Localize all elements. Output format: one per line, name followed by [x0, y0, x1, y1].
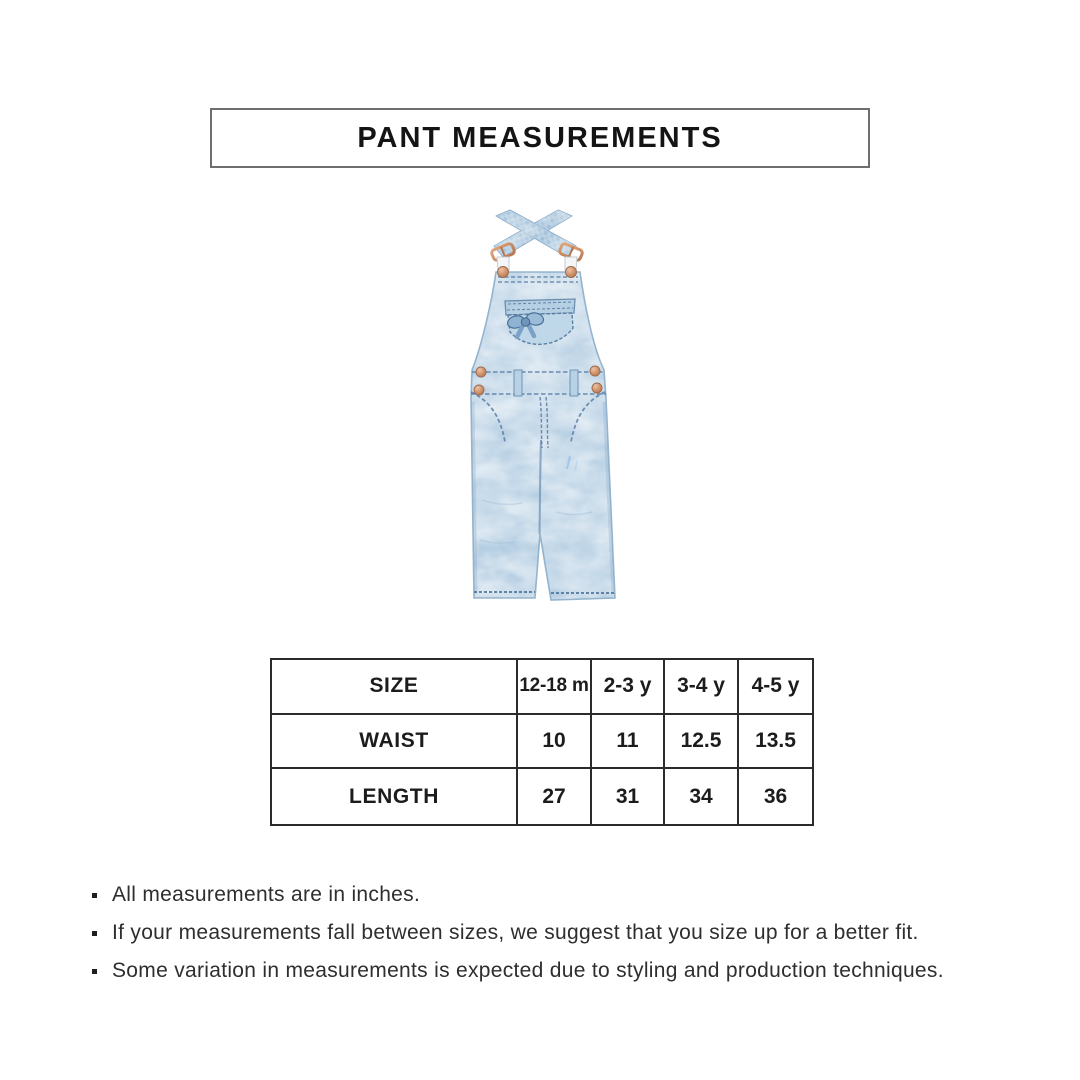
strap-loops [497, 257, 577, 270]
overalls-product-image [458, 200, 623, 605]
notes-list [92, 876, 1012, 990]
table-cell-length-3: 34 [665, 769, 739, 824]
row-label-waist: WAIST [272, 715, 518, 770]
belt-loop [570, 370, 578, 396]
table-cell-waist-1: 10 [518, 715, 592, 770]
overalls-body [458, 200, 623, 605]
belt-loop [514, 370, 522, 396]
note-item [92, 952, 1012, 990]
bullet-square-icon [92, 931, 97, 936]
note-item [92, 914, 1012, 952]
page-title: PANT MEASUREMENTS [357, 121, 723, 154]
table-cell-length-4: 36 [763, 784, 788, 808]
table-header-2-3y: 2-3 y [592, 660, 665, 715]
table-cell-waist-3: 12.5 [665, 715, 739, 770]
leg-hems [474, 592, 615, 593]
table-header-size: SIZE [272, 660, 518, 715]
table-cell-waist-4: 13.5 [739, 715, 812, 770]
table-cell-length-2: 31 [592, 769, 665, 824]
bullet-square-icon [92, 893, 97, 898]
note-text: Some variation in measurements is expected due to styling and production techniques. [112, 959, 944, 982]
table-header-12-18m: 12-18 m [518, 660, 592, 715]
size-chart-table [270, 658, 814, 826]
title-box [210, 108, 870, 168]
note-text: If your measurements fall between sizes, we suggest that you size up for a better fit. [112, 921, 919, 944]
row-label-length: LENGTH [272, 769, 518, 824]
note-item [92, 876, 1012, 914]
table-cell-waist-2: 11 [592, 715, 665, 770]
table-cell-length-1: 27 [518, 769, 592, 824]
note-text: All measurements are in inches. [112, 883, 421, 906]
table-header-3-4y: 3-4 y [665, 660, 739, 715]
table-header-4-5y: 4-5 y [739, 660, 812, 715]
bullet-square-icon [92, 969, 97, 974]
